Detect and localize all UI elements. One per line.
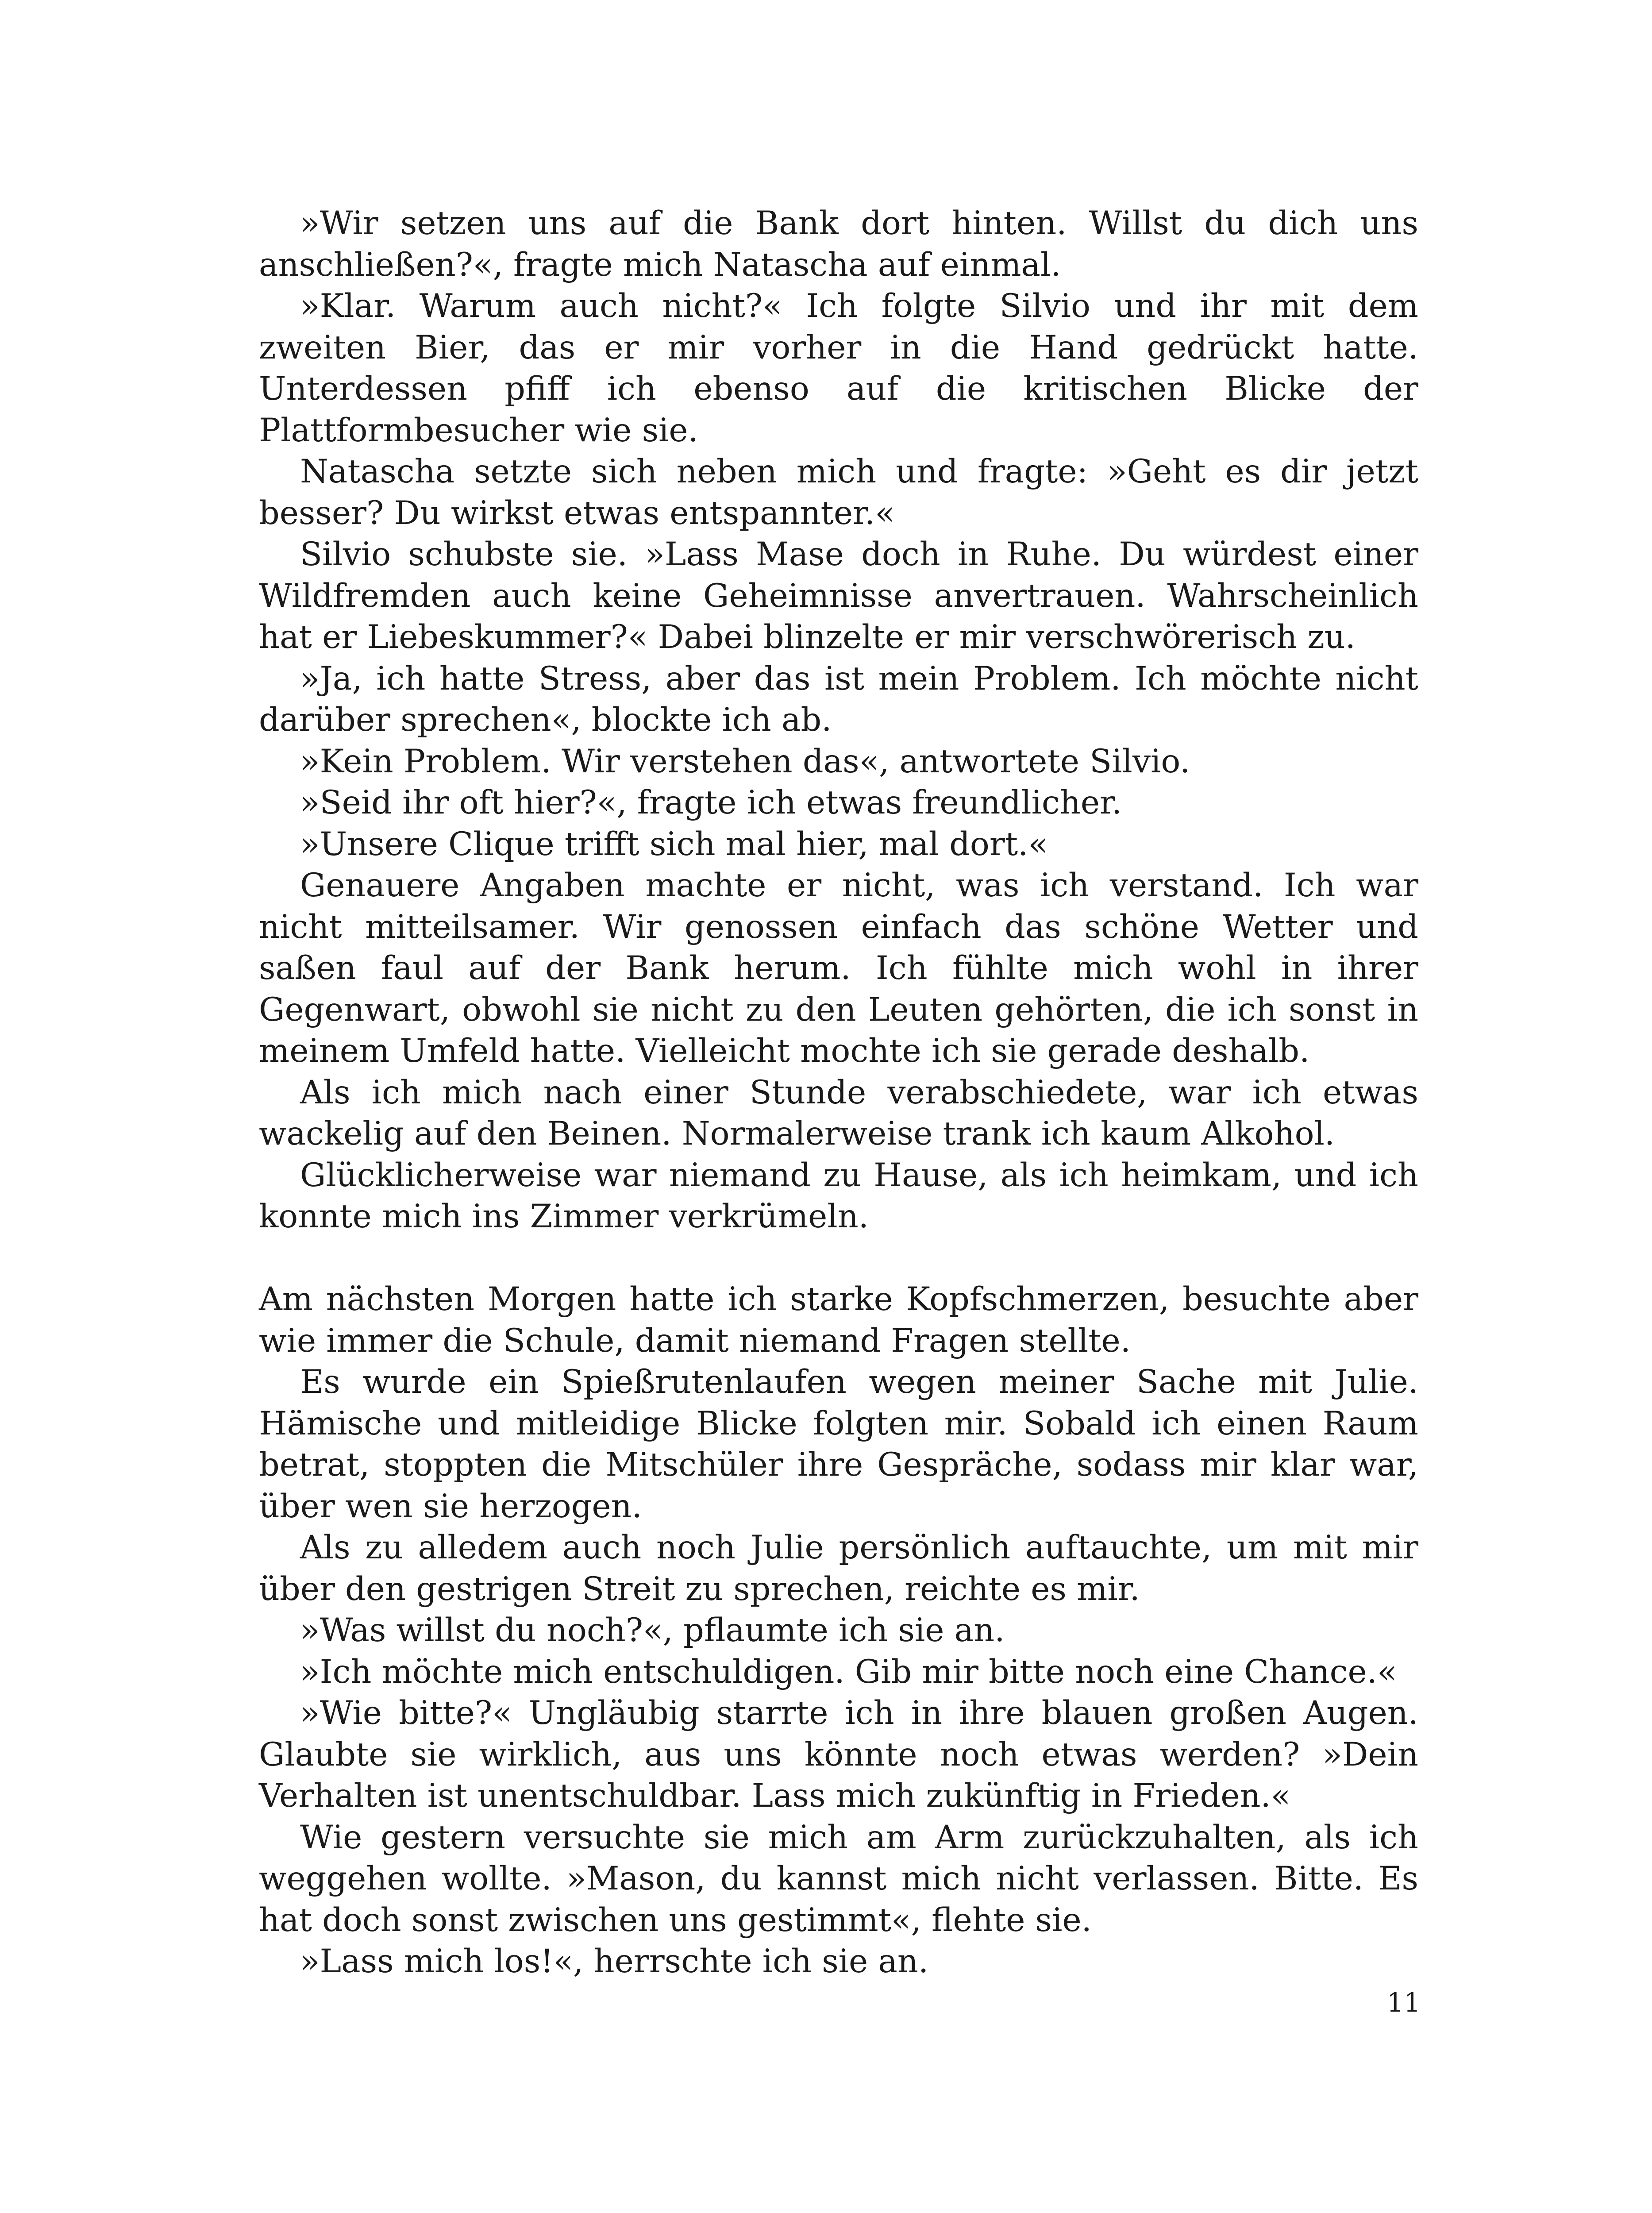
paragraph: »Seid ihr oft hier?«, fragte ich etwas freundlicher. bbox=[300, 784, 1122, 821]
paragraph: Wie gestern versuchte sie mich am Arm zurückzuhalten, als ich weggehen wollte. »Mason, du kannst mich nicht verlassen. Bitte. Es hat doch sonst zwischen uns gestimmt«, flehte sie. bbox=[259, 1818, 1418, 1939]
paragraph: »Lass mich los!«, herrschte ich sie an. bbox=[300, 1943, 929, 1980]
paragraph: »Was willst du noch?«, pflaumte ich sie an. bbox=[300, 1612, 1005, 1649]
paragraph: Silvio schubste sie. »Lass Mase doch in Ruhe. Du würdest einer Wildfremden auch keine Geheimnisse anvertrauen. Wahrscheinlich hat er Liebeskummer?« Dabei blinzelte er mir verschwörerisch zu. bbox=[259, 536, 1418, 656]
paragraph: »Klar. Warum auch nicht?« Ich folgte Silvio und ihr mit dem zweiten Bier, das er mir vorher in die Hand gedrückt hatte. Unterdessen pfiff ich ebenso auf die kritischen Blicke der Plattformbesucher wie sie. bbox=[259, 287, 1418, 449]
paragraph: »Ich möchte mich entschuldigen. Gib mir bitte noch eine Chance.« bbox=[300, 1653, 1397, 1691]
page-number: 11 bbox=[1386, 1987, 1421, 2018]
paragraph: »Wie bitte?« Ungläubig starrte ich in ihre blauen großen Augen. Glaubte sie wirklich, aus uns könnte noch etwas werden? »Dein Verhalten ist unentschuldbar. Lass mich zukünftig in Frieden.« bbox=[259, 1694, 1418, 1815]
paragraph: Als ich mich nach einer Stunde verabschiedete, war ich etwas wackelig auf den Beinen. Normalerweise trank ich kaum Alkohol. bbox=[259, 1073, 1418, 1153]
paragraph: »Ja, ich hatte Stress, aber das ist mein Problem. Ich möchte nicht darüber sprechen«, blockte ich ab. bbox=[259, 659, 1418, 739]
paragraph: Als zu alledem auch noch Julie persönlich auftauchte, um mit mir über den gestrigen Streit zu sprechen, reichte es mir. bbox=[259, 1529, 1418, 1608]
paragraph: »Wir setzen uns auf die Bank dort hinten. Willst du dich uns anschließen?«, fragte mich Natascha auf einmal. bbox=[259, 204, 1418, 284]
paragraph: Am nächsten Morgen hatte ich starke Kopfschmerzen, besuchte aber wie immer die Schule, damit niemand Fragen stellte. bbox=[259, 1280, 1418, 1360]
section-break bbox=[259, 1238, 1418, 1279]
paragraph: Es wurde ein Spießrutenlaufen wegen meiner Sache mit Julie. Hämische und mitleidige Blicke folgten mir. Sobald ich einen Raum betrat, stoppten die Mitschüler ihre Gespräche, sodass mir klar war, über wen sie herzogen. bbox=[259, 1363, 1418, 1525]
paragraph: »Kein Problem. Wir verstehen das«, antwortete Silvio. bbox=[300, 742, 1190, 780]
paragraph: Genauere Angaben machte er nicht, was ich verstand. Ich war nicht mitteilsamer. Wir genossen einfach das schöne Wetter und saßen faul auf der Bank herum. Ich fühlte mich wohl in ihrer Gegenwart, obwohl sie nicht zu den Leuten gehörten, die ich sonst in meinem Umfeld hatte. Vielleicht mochte ich sie gerade deshalb. bbox=[259, 867, 1418, 1070]
paragraph: Natascha setzte sich neben mich und fragte: »Geht es dir jetzt besser? Du wirkst etwas entspannter.« bbox=[259, 453, 1418, 532]
paragraph: Glücklicherweise war niemand zu Hause, als ich heimkam, und ich konnte mich ins Zimmer verkrümeln. bbox=[259, 1156, 1418, 1235]
paragraph: »Unsere Clique trifft sich mal hier, mal dort.« bbox=[300, 825, 1048, 863]
body-text bbox=[259, 203, 1418, 1982]
